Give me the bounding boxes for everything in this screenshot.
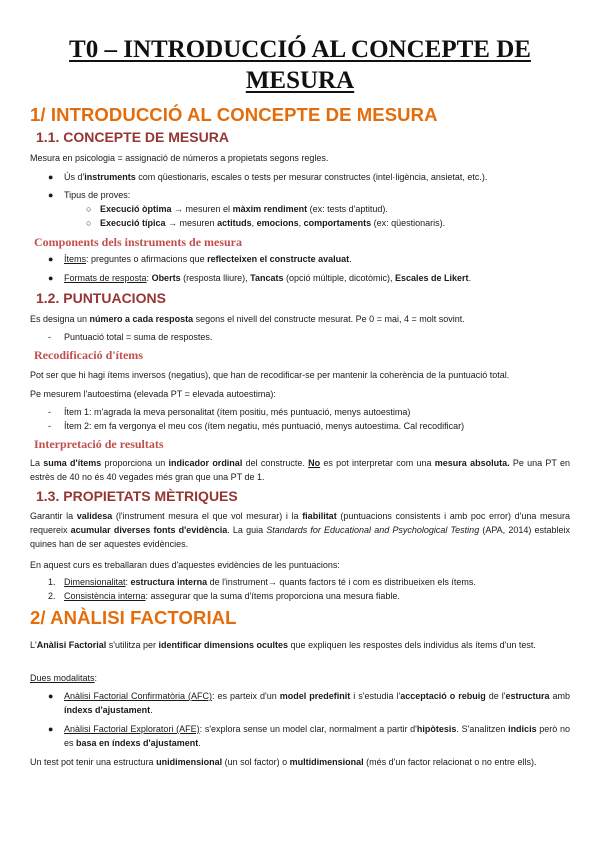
- list-item-response-formats: Formats de resposta: Oberts (resposta lliure), Tancats (opció múltiple, dicotòmic), Escales de Likert.: [64, 273, 472, 283]
- modalities-label: Dues modalitats:: [30, 673, 98, 683]
- list-item-item-1: Ítem 1: m'agrada la meva personalitat (ítem positiu, més puntuació, menys autoestima): [64, 407, 411, 417]
- recoding-example-intro: Pe mesurem l'autoestima (elevada PT = elevada autoestima):: [30, 389, 276, 399]
- components-heading: Components dels instruments de mesura: [34, 235, 243, 249]
- bullet-disc: ●: [48, 190, 54, 200]
- document-title: T0 – INTRODUCCIÓ AL CONCEPTE DE MESURA: [69, 36, 531, 94]
- bullet-circle: ○: [86, 218, 92, 228]
- section-2-heading: 2/ ANÀLISI FACTORIAL: [30, 607, 237, 628]
- list-item-test-types: Tipus de proves:: [64, 190, 131, 200]
- dimensionality-paragraph: Un test pot tenir una estructura unidimensional (un sol factor) o multidimensional (més d'un factor relacionat o no entre ells).: [30, 757, 537, 767]
- list-item-afc: Anàlisi Factorial Confirmatòria (AFC): es parteix d'un model predefinit i s'estudia l'acceptació o rebuig de l'estructura amb índexs d'ajustament.: [64, 691, 570, 715]
- bullet-circle: ○: [86, 204, 92, 214]
- bullet-dash: -: [48, 421, 51, 431]
- section-1-1-heading: 1.1. CONCEPTE DE MESURA: [36, 129, 229, 145]
- list-item-dimensionality: Dimensionalitat: estructura interna de l'instrument→ quants factors té i com es distribueixen els ítems.: [64, 577, 476, 587]
- bullet-disc: ●: [48, 254, 54, 264]
- list-item-instruments: Ús d'instruments com qüestionaris, escales o tests per mesurar constructes (intel·ligència, ansietat, etc.).: [64, 172, 488, 182]
- list-item-optimal-execution: Execució òptima → mesuren el màxim rendiment (ex: tests d'aptitud).: [100, 204, 388, 214]
- bullet-disc: ●: [48, 724, 54, 734]
- list-number: 2.: [48, 591, 56, 601]
- metric-properties-paragraph: Garantir la validesa (l'instrument mesura el que vol mesurar) i la fiabilitat (puntuacions consistents i amb poc error) d'una mesura requereix acumular diverses fonts d'evidència. La guia Standards for Educational and Psychological Testing (APA, 2014) estableix quines han de ser aquestes evidències.: [30, 511, 571, 549]
- bullet-dash: -: [48, 407, 51, 417]
- scores-intro: Es designa un número a cada resposta segons el nivell del constructe mesurat. Pe 0 = mai, 4 = molt sovint.: [30, 314, 465, 324]
- section-1-heading: 1/ INTRODUCCIÓ AL CONCEPTE DE MESURA: [30, 104, 438, 125]
- recoding-paragraph: Pot ser que hi hagi ítems inversos (negatius), que han de recodificar-se per mantenir la coherència de la puntuació total.: [30, 370, 510, 380]
- list-number: 1.: [48, 577, 56, 587]
- interpretation-paragraph: La suma d'ítems proporciona un indicador ordinal del constructe. No es pot interpretar com una mesura absoluta. Pe una PT en estrès de 40 no és 40 vegades més gran que una PT de 1.: [30, 458, 571, 482]
- bullet-disc: ●: [48, 691, 54, 701]
- concept-intro: Mesura en psicologia = assignació de números a propietats segons regles.: [30, 153, 329, 163]
- bullet-disc: ●: [48, 273, 54, 283]
- list-item-afe: Anàlisi Factorial Exploratori (AFE): s'explora sense un model clar, normalment a partir d'hipòtesis. S'analitzen indicis però no es basa en índexs d'ajustament.: [64, 724, 570, 748]
- evidences-intro: En aquest curs es treballaran dues d'aquestes evidències de les puntuacions:: [30, 560, 340, 570]
- list-item-typical-execution: Execució típica → mesuren actituds, emocions, comportaments (ex: qüestionaris).: [100, 218, 446, 228]
- factor-analysis-paragraph: L'Anàlisi Factorial s'utilitza per identificar dimensions ocultes que expliquen les respostes dels individus als ítems d'un test.: [30, 640, 536, 650]
- recoding-heading: Recodificació d'ítems: [34, 348, 143, 362]
- section-1-3-heading: 1.3. PROPIETATS MÈTRIQUES: [36, 488, 238, 504]
- bullet-dash: -: [48, 332, 51, 342]
- list-item-item-2: Ítem 2: em fa vergonya el meu cos (ítem negatiu, més puntuació, menys autoestima. Cal recodificar): [64, 421, 465, 431]
- list-item-internal-consistency: Consistència interna: assegurar que la suma d'ítems proporciona una mesura fiable.: [64, 591, 400, 601]
- bullet-disc: ●: [48, 172, 54, 182]
- interpretation-heading: Interpretació de resultats: [34, 437, 164, 451]
- list-item-items: Ítems: preguntes o afirmacions que reflecteixen el constructe avaluat.: [64, 254, 352, 264]
- section-1-2-heading: 1.2. PUNTUACIONS: [36, 290, 166, 306]
- list-item-total-score: Puntuació total = suma de respostes.: [64, 332, 213, 342]
